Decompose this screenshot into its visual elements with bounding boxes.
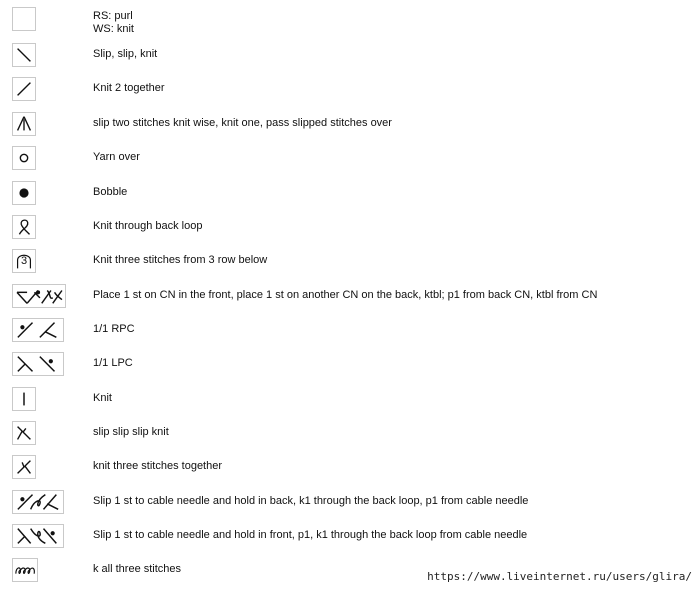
legend-label: RS: purl WS: knit xyxy=(93,10,134,35)
k3tog-icon xyxy=(12,455,36,479)
legend-row-bobble xyxy=(0,176,700,210)
legend-row-sssk xyxy=(0,416,700,450)
twisted-loop-icon xyxy=(12,215,36,239)
legend-label: 1/1 RPC xyxy=(93,323,135,335)
vertical-bar-icon xyxy=(12,387,36,411)
arch-glyph: 3 xyxy=(21,255,28,267)
legend-row-yo xyxy=(0,141,700,175)
filled-dot-icon xyxy=(12,181,36,205)
legend-label: Knit three stitches from 3 row below xyxy=(93,254,268,266)
double-decrease-icon xyxy=(12,112,36,136)
circle-icon xyxy=(12,146,36,170)
legend-row-cable-back xyxy=(0,485,700,519)
blank-square-icon xyxy=(12,7,36,31)
legend-label: Yarn over xyxy=(93,151,140,163)
watermark-url: https://www.liveinternet.ru/users/glira/ xyxy=(427,570,692,583)
legend-row-ktbl xyxy=(0,210,700,244)
lpc-icon xyxy=(12,352,64,376)
legend-label: Slip, slip, knit xyxy=(93,48,158,60)
legend-label: slip two stitches knit wise, knit one, pass slipped stitches over xyxy=(93,117,392,129)
legend-row-k2tog xyxy=(0,72,700,106)
cable-front-tbl-icon xyxy=(12,524,64,548)
legend-label: slip slip slip knit xyxy=(93,426,169,438)
legend-row-sk2p xyxy=(0,107,700,141)
legend-row-knit xyxy=(0,382,700,416)
three-in-arch-icon xyxy=(12,249,36,273)
legend-label: Knit xyxy=(93,392,112,404)
legend-row-k3below xyxy=(0,244,700,278)
legend-label: Place 1 st on CN in the front, place 1 st on another CN on the back, ktbl; p1 from back CN, ktbl from CN xyxy=(93,289,598,301)
legend-label: Slip 1 st to cable needle and hold in back, k1 through the back loop, p1 from cable needle xyxy=(93,495,529,507)
cable-five-icon xyxy=(12,284,66,308)
legend-row-lpc xyxy=(0,347,700,381)
legend-label: Slip 1 st to cable needle and hold in front, p1, k1 through the back loop from cable needle xyxy=(93,529,528,541)
legend-label: Knit 2 together xyxy=(93,82,165,94)
slash-icon xyxy=(12,77,36,101)
legend-row-ssk xyxy=(0,38,700,72)
legend-label: k all three stitches xyxy=(93,563,182,575)
triple-loop-icon xyxy=(12,558,38,582)
legend-row-rpc xyxy=(0,313,700,347)
backslash-icon xyxy=(12,43,36,67)
sssk-icon xyxy=(12,421,36,445)
legend-row-cable-5 xyxy=(0,279,700,313)
legend-label: Knit through back loop xyxy=(93,220,203,232)
legend-row-purl xyxy=(0,2,700,36)
legend-label: 1/1 LPC xyxy=(93,357,133,369)
legend-label: Bobble xyxy=(93,186,128,198)
legend-row-k3tog xyxy=(0,450,700,484)
cable-back-tbl-icon xyxy=(12,490,64,514)
legend-label: knit three stitches together xyxy=(93,460,223,472)
rpc-icon xyxy=(12,318,64,342)
legend-row-cable-front xyxy=(0,519,700,553)
